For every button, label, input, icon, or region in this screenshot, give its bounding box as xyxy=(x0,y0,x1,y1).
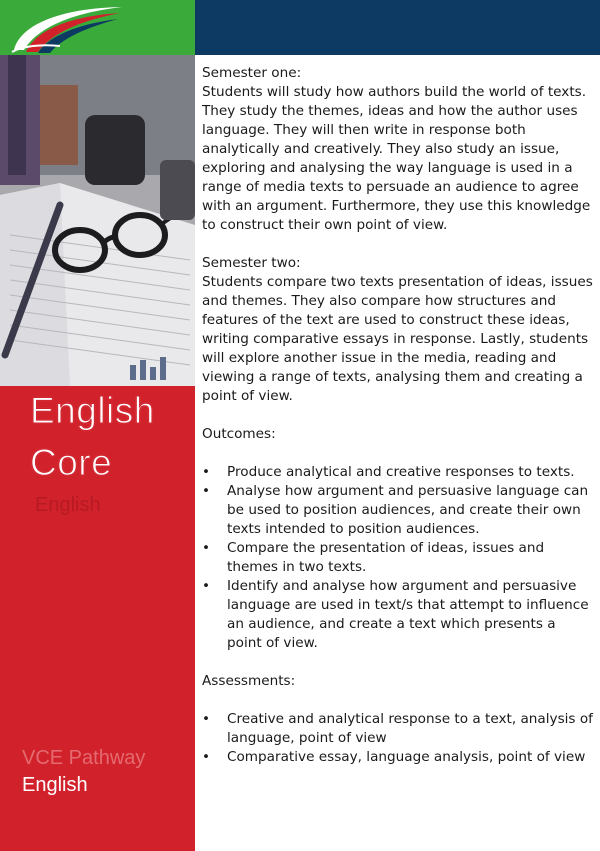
outcomes-heading: Outcomes: xyxy=(202,426,276,442)
bullet-icon: • xyxy=(202,749,211,765)
semester-two-heading: Semester two: xyxy=(202,255,301,271)
outcome-text: Compare the presentation of ideas, issues and themes in two texts. xyxy=(227,540,545,575)
school-logo-icon xyxy=(0,0,195,55)
book-glasses-photo xyxy=(0,55,195,386)
left-column xyxy=(0,0,195,851)
spacer xyxy=(202,691,594,710)
assessment-text: Comparative essay, language analysis, point of view xyxy=(227,749,586,765)
spacer xyxy=(202,235,594,254)
spacer xyxy=(202,653,594,672)
list-item xyxy=(202,463,594,482)
pathway-subject: English xyxy=(22,774,88,796)
spacer xyxy=(202,406,594,425)
list-item xyxy=(202,482,594,539)
bullet-icon: • xyxy=(202,464,211,480)
list-item xyxy=(202,577,594,653)
outcome-text: Analyse how argument and persuasive language can be used to position audiences, and create their own texts intended to position audiences. xyxy=(227,483,589,537)
semester-two-text: Students compare two texts presentation of ideas, issues and themes. They also compare how structures and features of the text are used to construct these ideas, writing comparative essays in response. Lastly, students will explore another issue in the media, reading and viewing a range of texts, analysing them and creating a point of view. xyxy=(202,274,593,404)
bullet-icon: • xyxy=(202,711,211,727)
header-bar xyxy=(195,0,600,55)
outcomes-list xyxy=(202,463,594,653)
bullet-icon: • xyxy=(202,578,211,594)
outcome-text: Identify and analyse how argument and persuasive language are used in text/s that attempt to influence an audience, and create a text which presents a point of view. xyxy=(227,578,589,651)
list-item xyxy=(202,748,594,767)
subject-title-line2: Core xyxy=(30,442,113,483)
semester-one-text: Students will study how authors build the world of texts. They study the themes, ideas and how the author uses language. They will then write in response both analytically and creatively. They also study an issue, exploring and analysing the way language is used in a range of media texts to persuade an audience to agree with an argument. Furthermore, they use this knowledge to construct their own point of view. xyxy=(202,84,591,233)
outcome-text: Produce analytical and creative responses to texts. xyxy=(227,464,575,480)
bullet-icon: • xyxy=(202,483,211,499)
assessment-text: Creative and analytical response to a text, analysis of language, point of view xyxy=(227,711,593,746)
list-item xyxy=(202,539,594,577)
subject-subtitle: English xyxy=(35,494,101,516)
logo-block xyxy=(0,0,195,55)
course-content xyxy=(202,64,594,767)
photo-illustration xyxy=(0,55,195,386)
bullet-icon: • xyxy=(202,540,211,556)
list-item xyxy=(202,710,594,748)
pathway-label: VCE Pathway xyxy=(22,747,146,769)
assessments-list xyxy=(202,710,594,767)
subject-title-line1: English xyxy=(30,390,155,431)
assessments-heading: Assessments: xyxy=(202,673,296,689)
semester-one-heading: Semester one: xyxy=(202,65,302,81)
spacer xyxy=(202,444,594,463)
